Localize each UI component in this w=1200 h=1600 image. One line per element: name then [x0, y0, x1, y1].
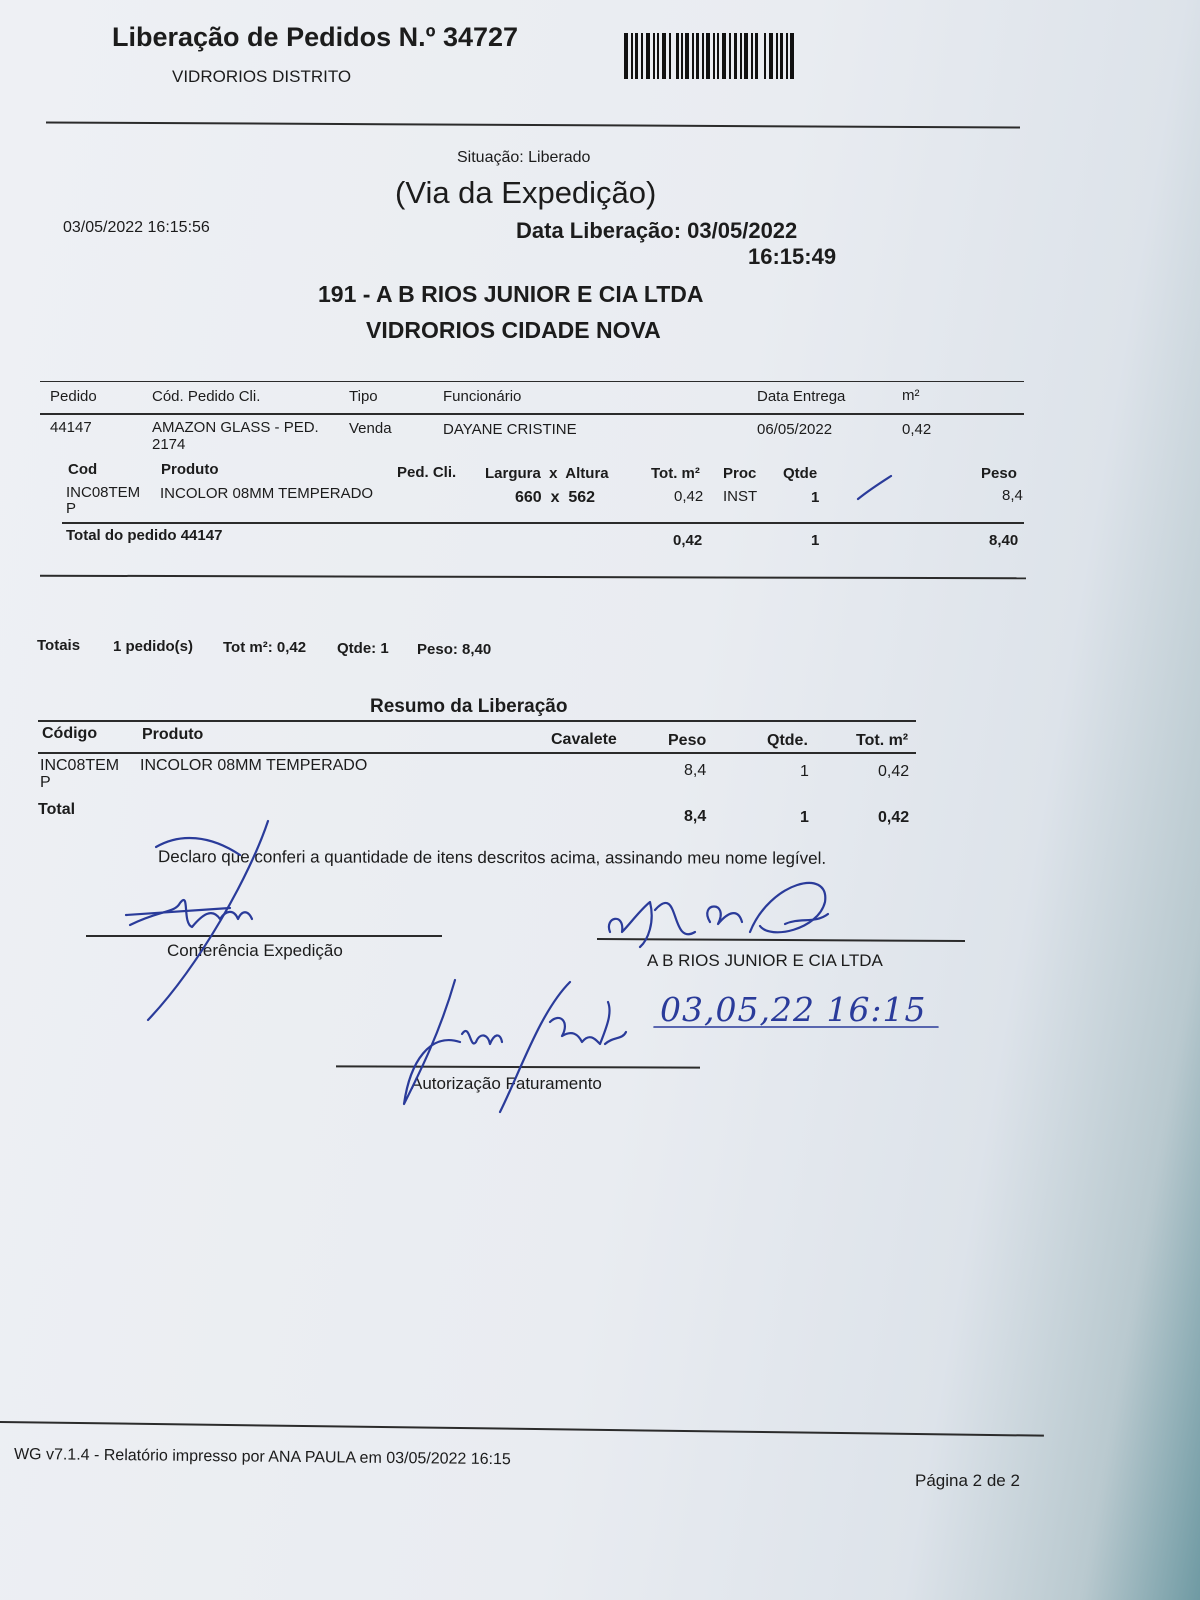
declaration-text: Declaro que conferi a quantidade de itens descritos acima, assinando meu nome legível.	[157, 847, 827, 868]
item-col-peso: Peso	[981, 465, 1017, 482]
resumo-codigo-line1: INC08TEM	[40, 757, 120, 774]
item-cod-line1: INC08TEM	[66, 484, 141, 501]
totais-tot-m2: Tot m²: 0,42	[223, 639, 307, 656]
col-tipo: Tipo	[349, 388, 378, 405]
col-cod-pedido-cli: Cód. Pedido Cli.	[152, 388, 261, 405]
total-pedido-peso: 8,40	[989, 532, 1019, 549]
item-col-qtde: Qtde	[783, 465, 818, 482]
handwritten-date-underline	[652, 1023, 942, 1031]
data-liberacao-time: 16:15:49	[748, 244, 837, 269]
resumo-col-produto: Produto	[142, 726, 204, 743]
client-name: 191 - A B RIOS JUNIOR E CIA LTDA	[318, 281, 704, 307]
col-m2: m²	[902, 387, 920, 404]
page-number: Página 2 de 2	[915, 1471, 1020, 1490]
resumo-top-rule	[38, 720, 916, 722]
situacao-status: Situação: Liberado	[457, 149, 591, 166]
item-col-ped-cli: Ped. Cli.	[397, 464, 457, 481]
footer-rule	[0, 1421, 1044, 1437]
resumo-codigo-line2: P	[40, 774, 51, 791]
table-top-rule	[40, 381, 1024, 382]
table-bottom-rule	[40, 575, 1026, 580]
via-label: (Via da Expedição)	[395, 175, 657, 210]
item-col-cod: Cod	[68, 461, 98, 478]
resumo-header-rule	[38, 752, 916, 754]
data-liberacao: Data Liberação: 03/05/2022	[516, 218, 798, 243]
client-signature	[600, 862, 860, 962]
resumo-total-peso: 8,4	[684, 808, 707, 825]
conferencia-label: Conferência Expedição	[167, 941, 343, 960]
footer-report: WG v7.1.4 - Relatório impresso por ANA PAULA em 03/05/2022 16:15	[13, 1446, 511, 1469]
resumo-col-qtde: Qtde.	[767, 732, 808, 749]
item-qtde: 1	[811, 489, 820, 506]
barcode	[624, 33, 794, 79]
resumo-total-tot-m2: 0,42	[878, 809, 910, 826]
resumo-col-cavalete: Cavalete	[551, 731, 617, 748]
resumo-total-qtde: 1	[800, 809, 809, 826]
col-funcionario: Funcionário	[443, 388, 522, 405]
item-col-largura-altura: Largura x Altura	[485, 465, 609, 482]
m2-value: 0,42	[902, 421, 932, 438]
client-sign-label: A B RIOS JUNIOR E CIA LTDA	[647, 951, 883, 970]
item-cod-line2: P	[66, 500, 77, 517]
item-total-rule	[62, 522, 1024, 524]
print-datetime: 03/05/2022 16:15:56	[63, 219, 210, 236]
item-col-proc: Proc	[723, 465, 757, 482]
resumo-produto: INCOLOR 08MM TEMPERADO	[140, 757, 368, 774]
item-tot-m2: 0,42	[674, 488, 704, 505]
table-header-rule	[40, 413, 1024, 415]
funcionario-value: DAYANE CRISTINE	[443, 421, 577, 438]
col-data-entrega: Data Entrega	[757, 388, 846, 405]
data-entrega-value: 06/05/2022	[757, 421, 833, 438]
total-pedido-m2: 0,42	[673, 532, 703, 549]
resumo-col-codigo: Código	[42, 725, 98, 742]
resumo-total-label: Total	[38, 801, 76, 818]
totais-pedidos: 1 pedido(s)	[113, 638, 194, 655]
resumo-qtde: 1	[800, 763, 809, 780]
autorizacao-label: Autorização Faturamento	[411, 1074, 602, 1093]
item-col-produto: Produto	[161, 461, 219, 478]
totais-peso: Peso: 8,40	[417, 641, 492, 658]
resumo-col-peso: Peso	[668, 732, 707, 749]
item-peso: 8,4	[1002, 487, 1023, 504]
header-rule	[46, 121, 1020, 128]
pedido-number: 44147	[50, 419, 92, 436]
cod-pedido-cli-line1: AMAZON GLASS - PED.	[152, 419, 319, 436]
document-title: Liberação de Pedidos N.º 34727	[112, 22, 519, 52]
totais-qtde: Qtde: 1	[337, 640, 389, 657]
item-largura-altura: 660 x 562	[515, 489, 596, 506]
company-name: VIDRORIOS DISTRITO	[172, 67, 352, 86]
item-col-tot-m2: Tot. m²	[651, 465, 700, 482]
resumo-title: Resumo da Liberação	[370, 696, 568, 717]
check-mark	[855, 472, 895, 502]
item-produto: INCOLOR 08MM TEMPERADO	[160, 485, 374, 502]
conferencia-signature	[120, 815, 300, 1025]
resumo-peso: 8,4	[684, 762, 707, 779]
totais-label: Totais	[37, 637, 81, 654]
tipo-value: Venda	[349, 420, 392, 437]
total-pedido-label: Total do pedido 44147	[66, 527, 223, 544]
item-proc: INST	[723, 488, 758, 505]
total-pedido-qtde: 1	[811, 532, 820, 549]
handwritten-date: 03,05,22 16:15	[660, 990, 927, 1029]
resumo-col-tot-m2: Tot. m²	[856, 732, 909, 749]
client-branch: VIDRORIOS CIDADE NOVA	[366, 317, 661, 343]
col-pedido: Pedido	[50, 388, 97, 405]
resumo-tot-m2: 0,42	[878, 763, 910, 780]
autorizacao-signature	[400, 972, 640, 1122]
cod-pedido-cli-line2: 2174	[152, 436, 186, 453]
